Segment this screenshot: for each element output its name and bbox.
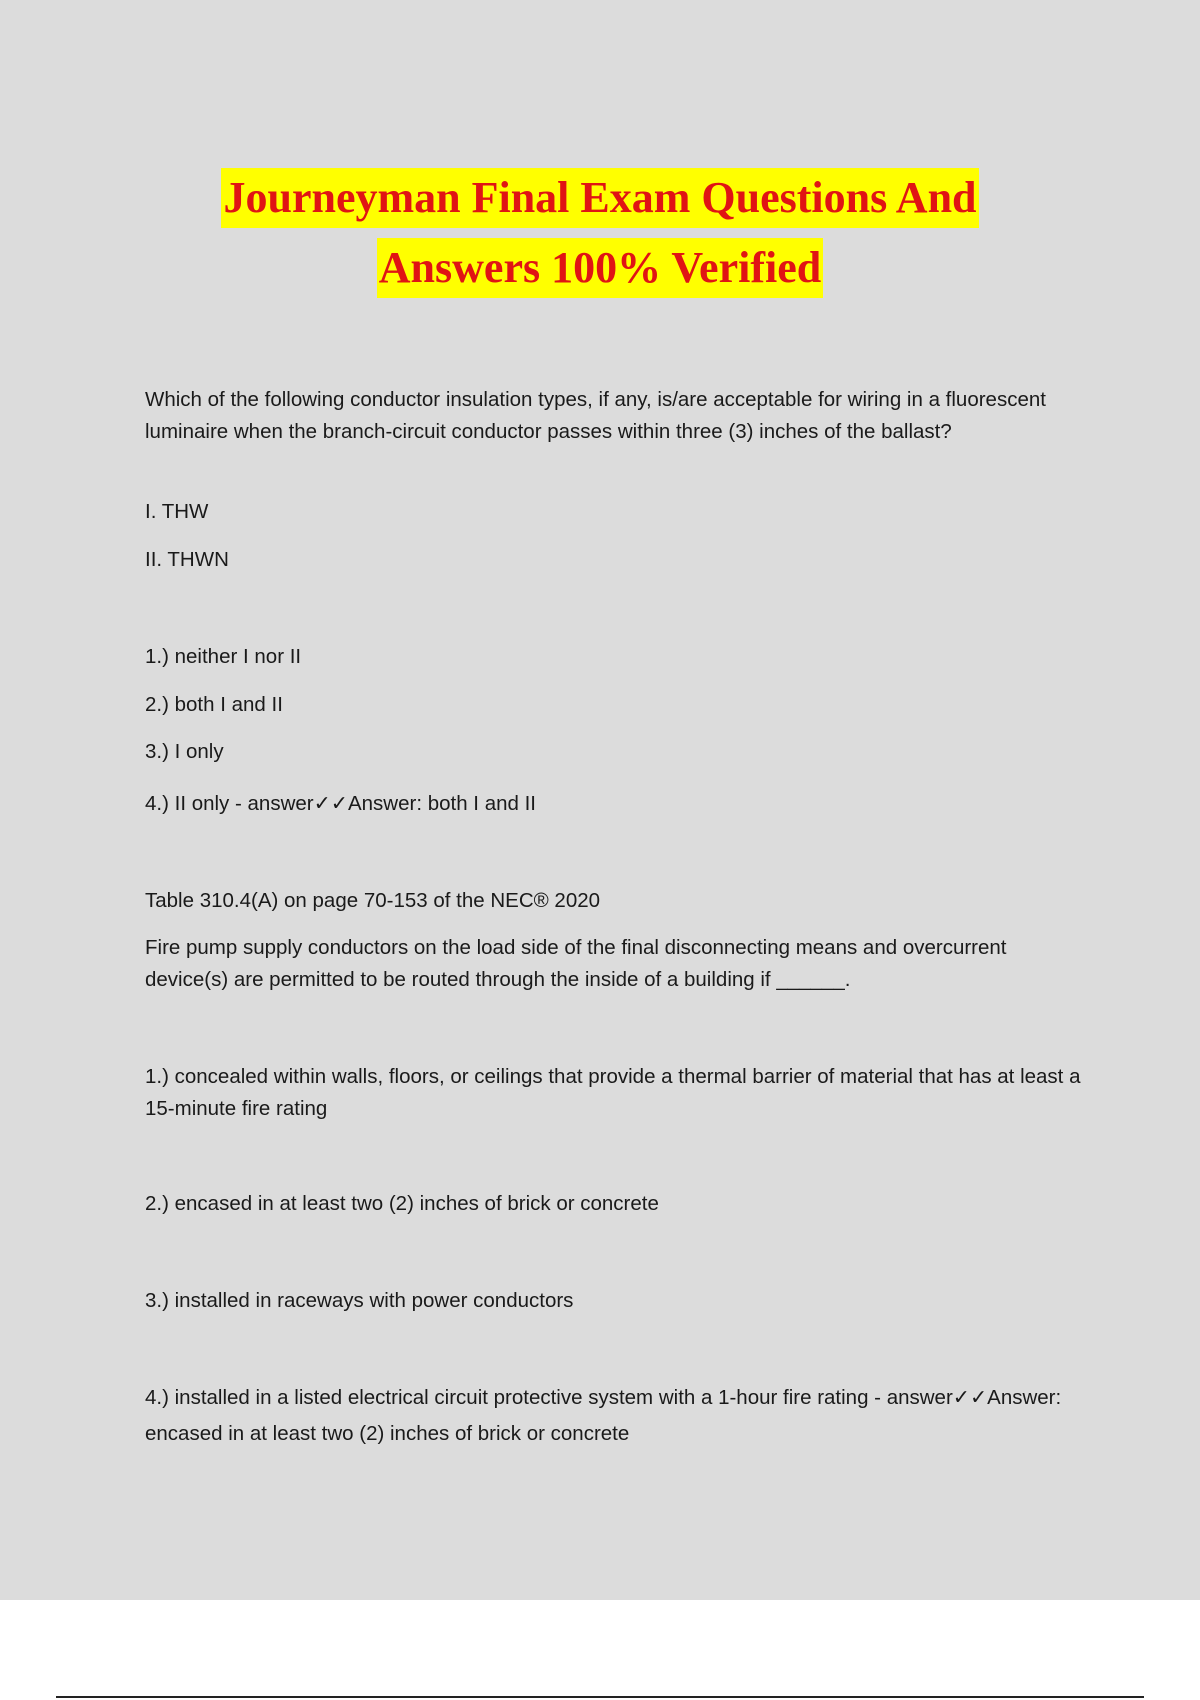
title-line-2: Answers 100% Verified — [377, 238, 823, 298]
question-2-prompt: Fire pump supply conductors on the load side of the final disconnecting means and overcurrent device(s) are permitted to be routed through the inside of a building if ______. — [145, 936, 1007, 991]
question-1-option-3: 3.) I only — [145, 740, 224, 763]
question-1-prompt: Which of the following conductor insulation types, if any, is/are acceptable for wiring in a fluorescent luminaire when the branch-circuit conductor passes within three (3) inches of the ballast? — [145, 388, 1046, 443]
question-1-option-2: 2.) both I and II — [145, 693, 283, 716]
question-1-item-1: I. THW — [145, 500, 209, 523]
title-line-1: Journeyman Final Exam Questions And — [221, 168, 978, 228]
question-2-option-2: 2.) encased in at least two (2) inches of brick or concrete — [145, 1192, 659, 1215]
footer-divider — [56, 1696, 1144, 1698]
question-1-option-1: 1.) neither I nor II — [145, 645, 302, 668]
question-2-option-3: 3.) installed in raceways with power conductors — [145, 1289, 574, 1312]
document-title — [0, 168, 1200, 308]
question-2-option-1: 1.) concealed within walls, floors, or ceilings that provide a thermal barrier of material that has at least a 15-minute fire rating — [145, 1065, 1081, 1120]
question-1-item-2: II. THWN — [145, 548, 229, 571]
question-1-reference: Table 310.4(A) on page 70-153 of the NEC® 2020 — [145, 889, 601, 912]
question-1-option-4-answer: 4.) II only - answer✓✓Answer: both I and II — [145, 792, 536, 815]
question-2-option-4-answer: 4.) installed in a listed electrical circuit protective system with a 1-hour fire rating - answer✓✓Answer: encased in at least two (2) inches of brick or concrete — [145, 1386, 1062, 1445]
